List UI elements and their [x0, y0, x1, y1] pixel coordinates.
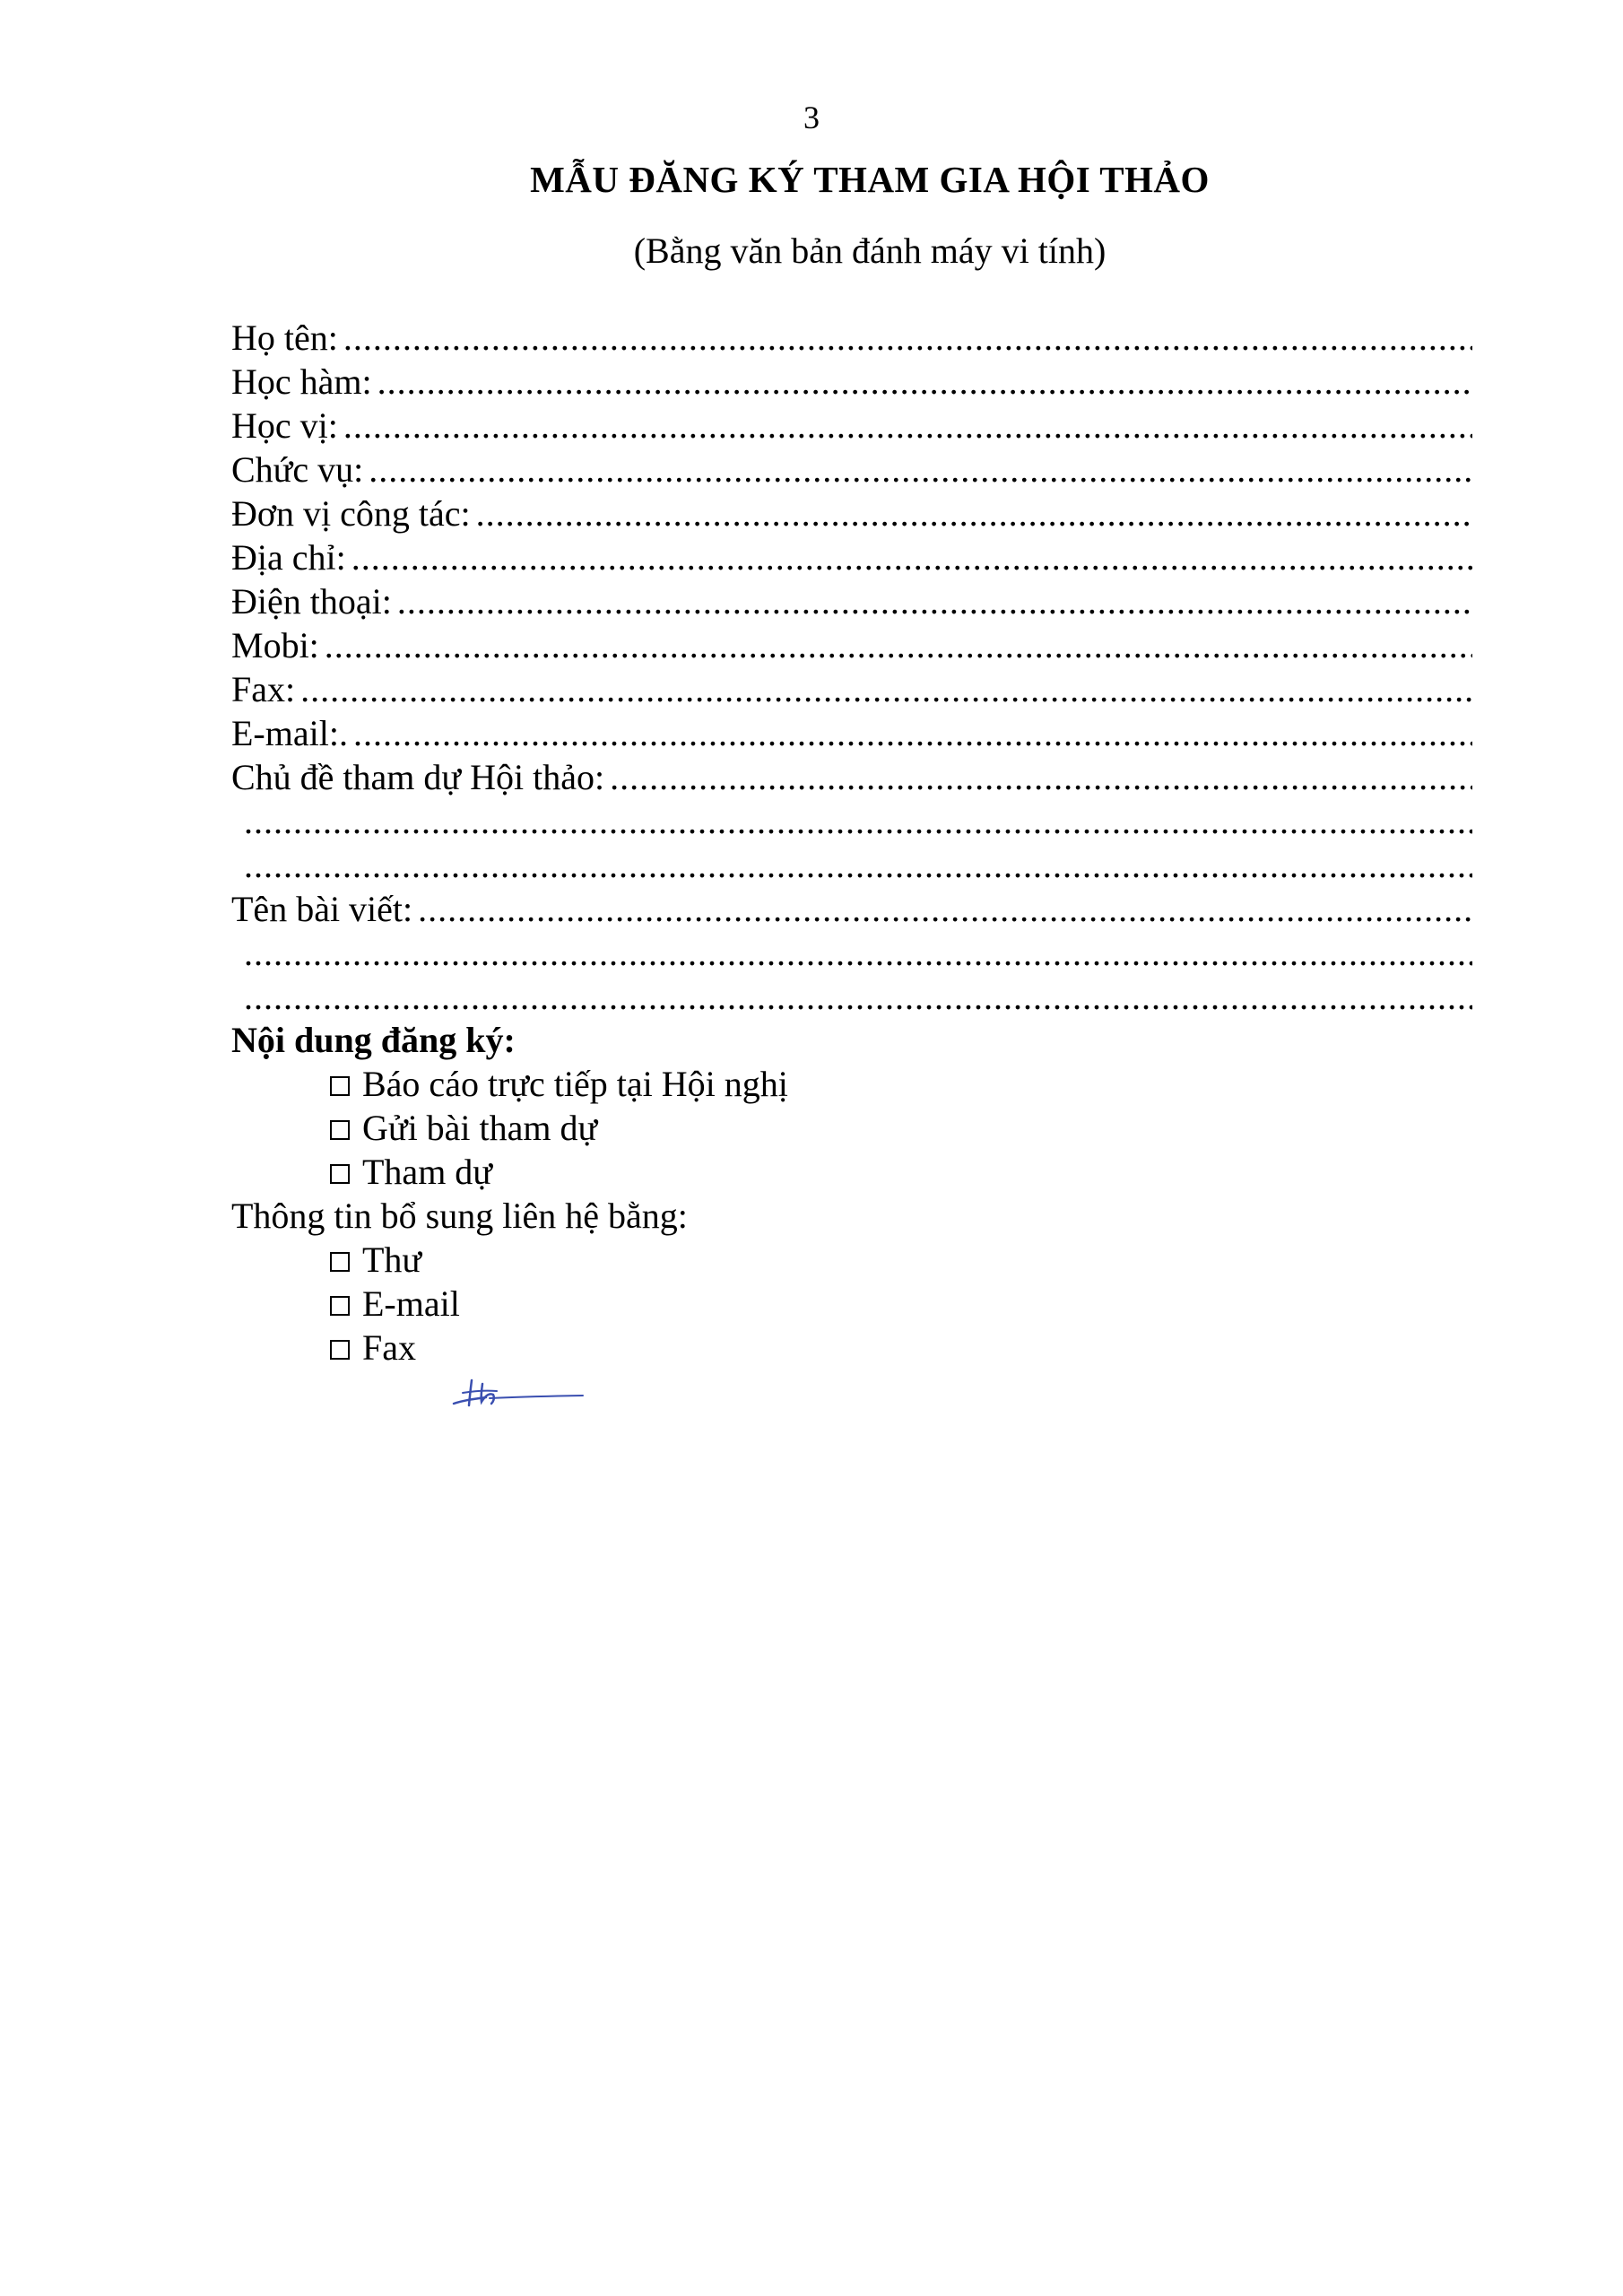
option-label: Gửi bài tham dự [362, 1108, 598, 1148]
checkbox-icon[interactable] [330, 1340, 350, 1360]
signature-stroke [469, 1380, 472, 1405]
option-submit-paper[interactable] [330, 1106, 788, 1150]
field-paper-title-continuation[interactable] [231, 975, 1472, 1019]
field-label: Học hàm: [231, 361, 372, 402]
field-label: Địa chỉ: [231, 537, 346, 578]
fill-in-line[interactable] [237, 799, 1472, 843]
contact-heading: Thông tin bổ sung liên hệ bằng: [231, 1196, 688, 1236]
fill-in-line[interactable] [300, 667, 1472, 711]
signature-stroke [482, 1384, 494, 1404]
field-mobile[interactable] [231, 623, 1472, 667]
option-contact-mail[interactable] [330, 1238, 460, 1282]
fill-in-line[interactable] [343, 316, 1472, 360]
option-label: Báo cáo trực tiếp tại Hội nghị [362, 1064, 788, 1104]
signature-stroke [463, 1391, 497, 1393]
registration-heading: Nội dung đăng ký: [231, 1020, 516, 1060]
field-topic-continuation[interactable] [231, 799, 1472, 843]
fill-in-line[interactable] [610, 755, 1472, 799]
fill-in-line[interactable] [237, 931, 1472, 975]
field-label: Tên bài viết: [231, 889, 413, 929]
handwritten-signature-icon [447, 1368, 590, 1413]
option-present-directly[interactable] [330, 1062, 788, 1106]
fill-in-line[interactable] [353, 711, 1472, 755]
option-attend[interactable] [330, 1150, 788, 1194]
field-label: Họ tên: [231, 317, 338, 358]
fill-in-line[interactable] [343, 404, 1472, 448]
field-label: E-mail:. [231, 713, 348, 753]
fill-in-line[interactable] [378, 360, 1472, 404]
option-label: Tham dự [362, 1152, 492, 1192]
fill-in-line[interactable] [397, 579, 1472, 623]
option-contact-fax[interactable] [330, 1326, 460, 1370]
field-label: Fax: [231, 669, 296, 709]
field-email[interactable] [231, 711, 1472, 755]
fill-in-line[interactable] [325, 623, 1472, 667]
checkbox-icon[interactable] [330, 1252, 350, 1272]
fill-in-line[interactable] [418, 887, 1472, 931]
field-label: Điện thoại: [231, 581, 392, 622]
contact-options [330, 1238, 460, 1370]
fill-in-line[interactable] [476, 491, 1472, 535]
field-full-name[interactable] [231, 316, 1472, 360]
field-label: Chủ đề tham dự Hội thảo: [231, 757, 605, 797]
fill-in-line[interactable] [352, 535, 1472, 579]
form-title: MẪU ĐĂNG KÝ THAM GIA HỘI THẢO [530, 159, 1210, 200]
fill-in-line[interactable] [369, 448, 1472, 491]
option-label: Thư [362, 1239, 422, 1280]
field-position[interactable] [231, 448, 1472, 491]
field-label: Đơn vị công tác: [231, 493, 471, 534]
option-label: E-mail [362, 1283, 460, 1324]
field-paper-title[interactable] [231, 887, 1472, 931]
fill-in-line[interactable] [237, 843, 1472, 887]
field-label: Chức vụ: [231, 449, 364, 490]
field-fax[interactable] [231, 667, 1472, 711]
form-subtitle: (Bằng văn bản đánh máy vi tính) [633, 230, 1107, 271]
page-number: 3 [803, 100, 820, 135]
field-paper-title-continuation[interactable] [231, 931, 1472, 975]
field-label: Mobi: [231, 625, 319, 665]
registration-options [330, 1062, 788, 1194]
checkbox-icon[interactable] [330, 1076, 350, 1096]
fill-in-line[interactable] [237, 975, 1472, 1019]
signature-stroke [490, 1396, 583, 1398]
field-topic[interactable] [231, 755, 1472, 799]
field-workplace[interactable] [231, 491, 1472, 535]
field-topic-continuation[interactable] [231, 843, 1472, 887]
option-label: Fax [362, 1327, 416, 1368]
field-phone[interactable] [231, 579, 1472, 623]
option-contact-email[interactable] [330, 1282, 460, 1326]
field-degree[interactable] [231, 404, 1472, 448]
checkbox-icon[interactable] [330, 1164, 350, 1184]
registration-form-fields [231, 316, 1472, 1019]
checkbox-icon[interactable] [330, 1296, 350, 1316]
field-address[interactable] [231, 535, 1472, 579]
field-label: Học vị: [231, 405, 338, 446]
field-academic-title[interactable] [231, 360, 1472, 404]
checkbox-icon[interactable] [330, 1120, 350, 1140]
